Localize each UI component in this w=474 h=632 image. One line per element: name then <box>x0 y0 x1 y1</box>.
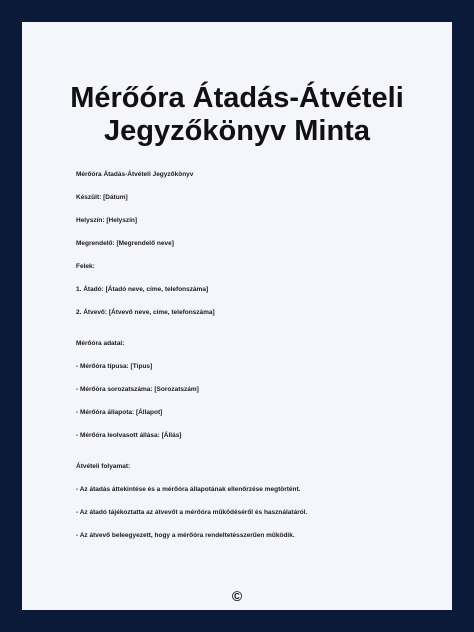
section-meter-data: Mérőóra adatai: <box>76 340 125 347</box>
body-line-process-2: - Az átadó tájékoztatta az átvevőt a mérőóra működéséről és használatáról. <box>76 509 308 516</box>
document-title <box>22 82 452 148</box>
copyright-icon: © <box>231 588 243 604</box>
body-line-meter-condition: - Mérőóra állapota: [Állapot] <box>76 409 163 416</box>
section-parties: Felek: <box>76 263 95 270</box>
title-line-2: Jegyzőkönyv Minta <box>104 115 370 147</box>
title-line-1: Mérőóra Átadás-Átvételi <box>70 82 404 114</box>
body-line-date: Készült: [Dátum] <box>76 194 128 201</box>
body-line-meter-type: - Mérőóra típusa: [Típus] <box>76 363 153 370</box>
body-line-receiver-party: 2. Átvevő: [Átvevő neve, címe, telefonszáma] <box>76 309 215 316</box>
body-heading: Mérőóra Átadás-Átvételi Jegyzőkönyv <box>76 171 194 178</box>
body-line-location: Helyszín: [Helyszín] <box>76 217 138 224</box>
body-line-meter-serial: - Mérőóra sorozatszáma: [Sorozatszám] <box>76 386 199 393</box>
body-line-handover-party: 1. Átadó: [Átadó neve, címe, telefonszáma] <box>76 286 209 293</box>
section-process: Átvételi folyamat: <box>76 463 131 470</box>
body-line-meter-reading: - Mérőóra leolvasott állása: [Állás] <box>76 432 182 439</box>
body-line-customer: Megrendelő: [Megrendelő neve] <box>76 240 174 247</box>
body-line-process-3: - Az átvevő beleegyezett, hogy a mérőóra rendeltetésszerűen működik. <box>76 532 295 539</box>
document-page <box>22 22 452 610</box>
body-line-process-1: - Az átadás áttekintése és a mérőóra állapotának ellenőrzése megtörtént. <box>76 486 301 493</box>
